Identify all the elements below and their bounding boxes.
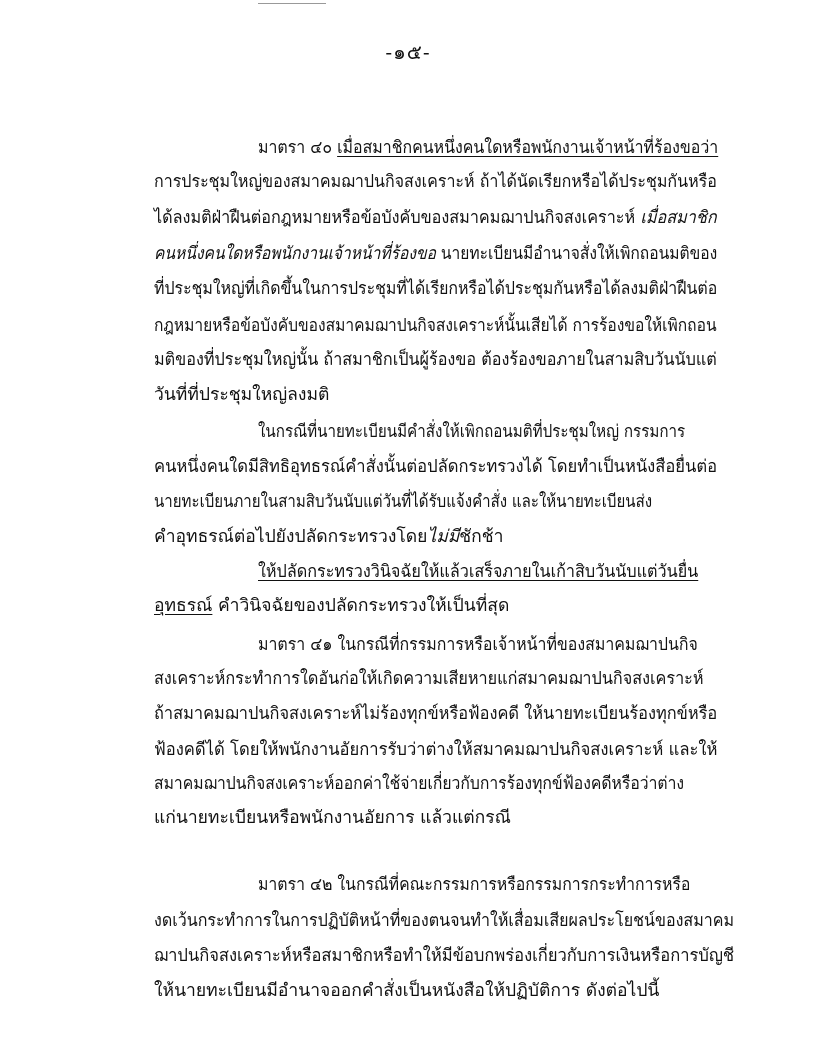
text-segment: คนหนึ่งคนใดหรือพนักงานเจ้าหน้าที่ร้องขอ (154, 244, 436, 264)
text-segment: คำอุทธรณ์ต่อไปยังปลัดกระทรวงโดย (154, 527, 428, 547)
text-line (154, 314, 717, 338)
text-line (154, 170, 717, 194)
text-line (154, 738, 717, 762)
text-segment: นายทะเบียนภายในสามสิบวันนับแต่วันที่ได้รับแจ้งคำสั่ง และให้นายทะเบียนส่ง (154, 492, 653, 512)
text-segment: ให้นายทะเบียนมีอำนาจออกคำสั่งเป็นหนังสือให้ปฏิบัติการ ดังต่อไปนี้ (154, 981, 660, 1001)
text-line (154, 979, 659, 1003)
text-line (154, 348, 717, 372)
text-segment: การประชุมใหญ่ของสมาคมฌาปนกิจสงเคราะห์ ถ้าได้นัดเรียกหรือได้ประชุมกันหรือ (154, 172, 717, 192)
text-segment: อุทธรณ์ (154, 596, 213, 616)
text-segment: ไม่มี (427, 527, 460, 547)
text-line (154, 772, 684, 796)
text-line (154, 383, 329, 407)
text-segment: นายทะเบียนมีอำนาจสั่งให้เพิกถอนมติของ (435, 244, 718, 264)
scan-edge-mark (258, 3, 326, 4)
text-line (154, 909, 734, 933)
text-segment: ให้ปลัดกระทรวงวินิจฉัยให้แล้วเสร็จภายในเก้าสิบวันนับแต่วันยื่น (258, 562, 699, 582)
text-line (154, 944, 734, 968)
text-segment: เมื่อสมาชิกคนหนึ่งคนใดหรือพนักงานเจ้าหน้าที่ร้องขอว่า (337, 138, 719, 158)
text-line (154, 490, 652, 514)
text-line (154, 242, 717, 266)
text-line (258, 560, 698, 584)
text-line (258, 420, 685, 444)
text-segment: วันที่ที่ประชุมใหญ่ลงมติ (154, 385, 330, 405)
text-segment: เมื่อสมาชิก (640, 208, 717, 228)
text-segment: กฎหมายหรือข้อบังคับของสมาคมฌาปนกิจสงเคราะห์นั้นเสียได้ การร้องขอให้เพิกถอน (154, 316, 717, 336)
text-line (258, 633, 698, 657)
text-line (154, 525, 503, 549)
text-segment: ในกรณีที่นายทะเบียนมีคำสั่งให้เพิกถอนมติที่ประชุมใหญ่ กรรมการ (258, 422, 686, 442)
text-line (154, 455, 717, 479)
text-segment: ชักช้า (459, 527, 504, 547)
text-line (258, 136, 718, 160)
text-line (154, 667, 704, 691)
text-segment: แก่นายทะเบียนหรือพนักงานอัยการ แล้วแต่กรณี (154, 808, 511, 828)
text-line (154, 702, 717, 726)
text-line (154, 206, 717, 230)
text-segment: มติของที่ประชุมใหญ่นั้น ถ้าสมาชิกเป็นผู้ร้องขอ ต้องร้องขอภายในสามสิบวันนับแต่ (154, 350, 717, 370)
text-segment: มาตรา ๔๑ ในกรณีที่กรรมการหรือเจ้าหน้าที่ของสมาคมฌาปนกิจ (258, 635, 698, 655)
text-line (154, 277, 717, 301)
text-segment: คำวินิจฉัยของปลัดกระทรวงให้เป็นที่สุด (212, 596, 510, 616)
text-segment: งดเว้นกระทำการในการปฏิบัติหน้าที่ของตนจนทำให้เสื่อมเสียผลประโยชน์ของสมาคม (154, 911, 735, 931)
text-segment: สงเคราะห์กระทำการใดอันก่อให้เกิดความเสียหายแก่สมาคมฌาปนกิจสงเคราะห์ (154, 669, 704, 689)
text-segment: คนหนึ่งคนใดมีสิทธิอุทธรณ์คำสั่งนั้นต่อปลัดกระทรวงได้ โดยทำเป็นหนังสือยื่นต่อ (154, 457, 718, 477)
text-segment: มาตรา ๔๒ ในกรณีที่คณะกรรมการหรือกรรมการกระทำการหรือ (258, 875, 691, 895)
text-line (154, 594, 509, 618)
text-line (258, 873, 690, 897)
text-segment: ถ้าสมาคมฌาปนกิจสงเคราะห์ไม่ร้องทุกข์หรือฟ้องคดี ให้นายทะเบียนร้องทุกข์หรือ (154, 704, 718, 724)
text-segment: ที่ประชุมใหญ่ที่เกิดขึ้นในการประชุมที่ได้เรียกหรือได้ประชุมกันหรือได้ลงมติฝ่าฝืนต่อ (154, 279, 718, 299)
text-segment: มาตรา ๔๐ (258, 138, 338, 158)
text-segment: ฌาปนกิจสงเคราะห์หรือสมาชิกหรือทำให้มีข้อบกพร่องเกี่ยวกับการเงินหรือการบัญชี (154, 946, 735, 966)
text-segment: ฟ้องคดีได้ โดยให้พนักงานอัยการรับว่าต่างให้สมาคมฌาปนกิจสงเคราะห์ และให้ (154, 740, 718, 760)
page-number: -๑๕- (385, 40, 431, 64)
text-segment: สมาคมฌาปนกิจสงเคราะห์ออกค่าใช้จ่ายเกี่ยวกับการร้องทุกข์ฟ้องคดีหรือว่าต่าง (154, 774, 685, 794)
text-segment: ได้ลงมติฝ่าฝืนต่อกฎหมายหรือข้อบังคับของสมาคมฌาปนกิจสงเคราะห์ (154, 208, 641, 228)
text-line (154, 806, 511, 830)
